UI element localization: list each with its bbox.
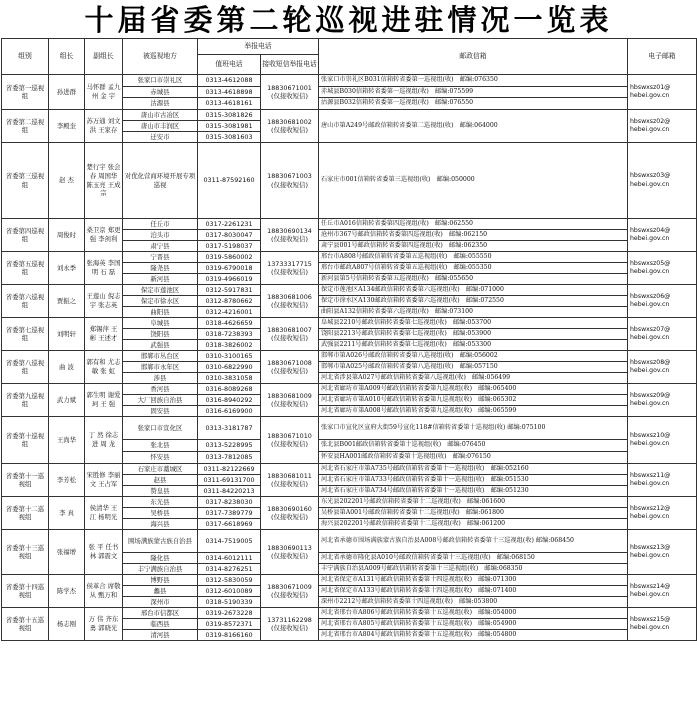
inspected-place: 唐山市古冶区 bbox=[123, 110, 198, 121]
mailbox-address: 石家庄市001信箱转省委第三巡视组(收) 邮编:050000 bbox=[319, 143, 628, 219]
inspection-table bbox=[1, 38, 697, 641]
inspected-place: 怀安县 bbox=[123, 452, 198, 464]
inspected-place: 对优化营商环境开展专项巡视 bbox=[123, 143, 198, 219]
deputy-names: 张海英 李国明 石 磊 bbox=[85, 252, 123, 285]
inspected-place: 张家口市宣化区 bbox=[123, 417, 198, 440]
sms-phone: 18830681009 (仅接收短信) bbox=[261, 384, 319, 417]
inspected-place: 邯郸市丛台区 bbox=[123, 351, 198, 362]
leader-name: 曲 波 bbox=[49, 351, 85, 384]
inspected-place: 曲阳县 bbox=[123, 307, 198, 318]
email-address: hbswxsz11@ hebei.gov.cn bbox=[628, 464, 697, 497]
mailbox-address: 河北省保定市A133号邮政信箱转省委第十四巡视组(收) 邮编:071400 bbox=[319, 586, 628, 597]
email-address: hbswxsz02@ hebei.gov.cn bbox=[628, 110, 697, 143]
deputy-names: 侯清华 王 江 杨明光 bbox=[85, 497, 123, 530]
inspected-place: 武强县 bbox=[123, 340, 198, 351]
table-row bbox=[2, 351, 697, 362]
mailbox-address: 保定市莲池区A134邮政信箱转省委第六巡视组(收) 邮编:071000 bbox=[319, 285, 628, 296]
sms-phone: 18830690113 (仅接收短信) bbox=[261, 530, 319, 575]
inspected-place: 饶阳县 bbox=[123, 329, 198, 340]
duty-phone: 0312-5830059 bbox=[198, 575, 261, 586]
duty-phone: 0313-4618161 bbox=[198, 98, 261, 110]
mailbox-address: 河北省保定市A131号邮政信箱转省委第十四巡视组(收) 邮编:071300 bbox=[319, 575, 628, 586]
deputy-names: 郭有和 尤志敏 张 虹 bbox=[85, 351, 123, 384]
inspected-place: 石家庄市藁城区 bbox=[123, 464, 198, 475]
mailbox-address: 海兴县202201号邮政信箱转省委第十二巡视组(收) 邮编:061200 bbox=[319, 519, 628, 530]
group-name: 省委第七巡视组 bbox=[2, 318, 49, 351]
email-address: hbswxsz09@ hebei.gov.cn bbox=[628, 384, 697, 417]
mailbox-address: 深州市2212号邮政信箱转省委第十四巡视组(收) 邮编:053800 bbox=[319, 597, 628, 608]
table-row bbox=[2, 110, 697, 121]
mailbox-address: 张家口市宣化区宣府大街59号宣化118#信箱转省委第十巡视组(收) 邮编:075100 bbox=[319, 417, 628, 440]
sms-phone: 18830671009 (仅接收短信) bbox=[261, 575, 319, 608]
sms-phone: 18830690160 (仅接收短信) bbox=[261, 497, 319, 530]
duty-phone: 0310-3100165 bbox=[198, 351, 261, 362]
table-row bbox=[2, 143, 697, 219]
deputy-names: 侯革合 席敬从 甄万和 bbox=[85, 575, 123, 608]
group-name: 省委第十一巡视组 bbox=[2, 464, 49, 497]
mailbox-address: 河北省石家庄市第A733号邮政信箱转省委第十一巡视组(收) 邮编:051530 bbox=[319, 475, 628, 486]
email-address: hbswxsz13@ hebei.gov.cn bbox=[628, 530, 697, 575]
inspected-place: 临西县 bbox=[123, 619, 198, 630]
inspected-place: 肃宁县 bbox=[123, 241, 198, 252]
sms-phone: 18830671003 (仅接收短信) bbox=[261, 143, 319, 219]
mailbox-address: 怀安县HA001邮政信箱转省委第十巡视组(收) 邮编:076150 bbox=[319, 452, 628, 464]
sms-phone: 18830681011 (仅接收短信) bbox=[261, 464, 319, 497]
group-name: 省委第十五巡视组 bbox=[2, 608, 49, 641]
inspected-place: 邢台市信都区 bbox=[123, 608, 198, 619]
mailbox-address: 曲阳县A132信箱转省委第六巡视组(收) 邮编:073100 bbox=[319, 307, 628, 318]
inspected-place: 丰宁满族自治县 bbox=[123, 564, 198, 575]
duty-phone: 0313-7812085 bbox=[198, 452, 261, 464]
leader-name: 刘永季 bbox=[49, 252, 85, 285]
duty-phone: 0311-82122669 bbox=[198, 464, 261, 475]
inspected-place: 隆化县 bbox=[123, 553, 198, 564]
mailbox-address: 饶阳县2213号邮政信箱转省委第七巡视组(收) 邮编:053900 bbox=[319, 329, 628, 340]
duty-phone: 0313-4612088 bbox=[198, 75, 261, 87]
duty-phone: 0316-6169900 bbox=[198, 406, 261, 417]
inspected-place: 张家口市崇礼区 bbox=[123, 75, 198, 87]
duty-phone: 0313-3181787 bbox=[198, 417, 261, 440]
mailbox-address: 河北省廊坊市第A008号邮政信箱转省委第九巡视组(收) 邮编:065599 bbox=[319, 406, 628, 417]
duty-phone: 0319-4966019 bbox=[198, 274, 261, 285]
email-address: hbswxsz14@ hebei.gov.cn bbox=[628, 575, 697, 608]
mailbox-address: 东光县202201号邮政信箱转省委第十二巡视组(收) 邮编:061600 bbox=[319, 497, 628, 508]
leader-name: 李 真 bbox=[49, 497, 85, 530]
inspected-place: 吴桥县 bbox=[123, 508, 198, 519]
duty-phone: 0310-6822990 bbox=[198, 362, 261, 373]
duty-phone: 0319-8572371 bbox=[198, 619, 261, 630]
duty-phone: 0312-8780662 bbox=[198, 296, 261, 307]
inspected-place: 迁安市 bbox=[123, 132, 198, 143]
table-row bbox=[2, 608, 697, 619]
duty-phone: 0317-7389779 bbox=[198, 508, 261, 519]
leader-name: 张福增 bbox=[49, 530, 85, 575]
sms-phone: 18830690134 (仅接收短信) bbox=[261, 219, 319, 252]
duty-phone: 0316-8940292 bbox=[198, 395, 261, 406]
duty-phone: 0318-5190339 bbox=[198, 597, 261, 608]
table-row bbox=[2, 285, 697, 296]
group-name: 省委第十二巡视组 bbox=[2, 497, 49, 530]
mailbox-address: 沽源县B032信箱转省委第一巡视组(收) 邮编:076550 bbox=[319, 98, 628, 110]
deputy-names: 桑卫京 郑更强 李剑利 bbox=[85, 219, 123, 252]
mailbox-address: 赤城县B030信箱转省委第一巡视组(收) 邮编:075599 bbox=[319, 87, 628, 98]
duty-phone: 0317-2261231 bbox=[198, 219, 261, 230]
table-row bbox=[2, 530, 697, 553]
email-address: hbswxsz03@ hebei.gov.cn bbox=[628, 143, 697, 219]
table-row bbox=[2, 464, 697, 475]
duty-phone: 0319-6790018 bbox=[198, 263, 261, 274]
duty-phone: 0313-4618898 bbox=[198, 87, 261, 98]
header-deputy: 副组长 bbox=[85, 39, 123, 75]
duty-phone: 0315-3081603 bbox=[198, 132, 261, 143]
table-row bbox=[2, 384, 697, 395]
duty-phone: 0311-87592160 bbox=[198, 143, 261, 219]
inspected-place: 赵县 bbox=[123, 475, 198, 486]
header-mailbox: 邮政信箱 bbox=[319, 39, 628, 75]
header-place: 被巡视地方 bbox=[123, 39, 198, 75]
group-name: 省委第九巡视组 bbox=[2, 384, 49, 417]
duty-phone: 0311-84220213 bbox=[198, 486, 261, 497]
deputy-names: 楚行宇 张会春 周国华 陈玉亮 王成宗 bbox=[85, 143, 123, 219]
leader-name: 周俊时 bbox=[49, 219, 85, 252]
mailbox-address: 丰宁满族自治县A009号邮政信箱转省委第十三巡视组(收) 邮编:068350 bbox=[319, 564, 628, 575]
header-leader: 组长 bbox=[49, 39, 85, 75]
inspected-place: 隆尧县 bbox=[123, 263, 198, 274]
mailbox-address: 张家口市崇礼区B031信箱转省委第一巡视组(收) 邮编:076350 bbox=[319, 75, 628, 87]
group-name: 省委第三巡视组 bbox=[2, 143, 49, 219]
mailbox-address: 张北县B001邮政信箱转省委第十巡视组(收) 邮编:076450 bbox=[319, 440, 628, 452]
inspected-place: 保定市徐水区 bbox=[123, 296, 198, 307]
mailbox-address: 河北省承德市隆化县A010号邮政信箱转省委第十三巡视组(收) 邮编:068150 bbox=[319, 553, 628, 564]
mailbox-address: 河北省石家庄市第A735号邮政信箱转省委第十一巡视组(收) 邮编:052160 bbox=[319, 464, 628, 475]
inspected-place: 沽源县 bbox=[123, 98, 198, 110]
inspected-place: 博野县 bbox=[123, 575, 198, 586]
duty-phone: 0319-2673228 bbox=[198, 608, 261, 619]
mailbox-address: 唐山市第A249号邮政信箱转省委第二巡视组(收) 邮编:064000 bbox=[319, 110, 628, 143]
leader-name: 贾振之 bbox=[49, 285, 85, 318]
inspected-place: 蠡县 bbox=[123, 586, 198, 597]
sms-phone: 18830671008 (仅接收短信) bbox=[261, 351, 319, 384]
leader-name: 孙进群 bbox=[49, 75, 85, 110]
email-address: hbswxsz08@ hebei.gov.cn bbox=[628, 351, 697, 384]
duty-phone: 0312-4216001 bbox=[198, 307, 261, 318]
duty-phone: 0318-7238393 bbox=[198, 329, 261, 340]
duty-phone: 0319-8166160 bbox=[198, 630, 261, 641]
header-email: 电子邮箱 bbox=[628, 39, 697, 75]
mailbox-address: 武强县2211号邮政信箱转省委第七巡视组(收) 邮编:053300 bbox=[319, 340, 628, 351]
mailbox-address: 保定市徐水区A130邮政信箱转省委第六巡视组(收) 邮编:072550 bbox=[319, 296, 628, 307]
mailbox-address: 河北省涉县第A027号邮政信箱转省委第八巡视组(收) 邮编:056499 bbox=[319, 373, 628, 384]
mailbox-address: 邯郸市第A026号邮政信箱转省委第八巡视组(收) 邮编:056002 bbox=[319, 351, 628, 362]
inspected-place: 保定市莲池区 bbox=[123, 285, 198, 296]
mailbox-address: 吴桥县第A001号邮政信箱转省委第十二巡视组(收) 邮编:061800 bbox=[319, 508, 628, 519]
deputy-names: 郑锡萍 王 彬 王述才 bbox=[85, 318, 123, 351]
inspected-place: 任丘市 bbox=[123, 219, 198, 230]
duty-phone: 0317-8030047 bbox=[198, 230, 261, 241]
leader-name: 陈学杰 bbox=[49, 575, 85, 608]
mailbox-address: 邢台市邮政A807号信箱转省委第五巡视组(收) 邮编:055350 bbox=[319, 263, 628, 274]
deputy-names: 万 伟 齐东勇 郭晓光 bbox=[85, 608, 123, 641]
email-address: hbswxsz04@ hebei.gov.cn bbox=[628, 219, 697, 252]
email-address: hbswxsz06@ hebei.gov.cn bbox=[628, 285, 697, 318]
sms-phone: 13733317715 (仅接收短信) bbox=[261, 252, 319, 285]
inspected-place: 新河县 bbox=[123, 274, 198, 285]
inspected-place: 赤城县 bbox=[123, 87, 198, 98]
group-name: 省委第十三巡视组 bbox=[2, 530, 49, 575]
duty-phone: 0314-6012111 bbox=[198, 553, 261, 564]
inspected-place: 深州市 bbox=[123, 597, 198, 608]
leader-name: 王尚华 bbox=[49, 417, 85, 464]
sms-phone: 18830681002 (仅接收短信) bbox=[261, 110, 319, 143]
inspected-place: 赞皇县 bbox=[123, 486, 198, 497]
mailbox-address: 沧州市367号邮政信箱转省委第四巡视组(收) 邮编:062150 bbox=[319, 230, 628, 241]
group-name: 省委第一巡视组 bbox=[2, 75, 49, 110]
group-name: 省委第六巡视组 bbox=[2, 285, 49, 318]
leader-name: 赵 杰 bbox=[49, 143, 85, 219]
deputy-names: 马怀群 孟九州 金 宇 bbox=[85, 75, 123, 110]
inspected-place: 泊头市 bbox=[123, 230, 198, 241]
duty-phone: 0311-69131700 bbox=[198, 475, 261, 486]
inspected-place: 东光县 bbox=[123, 497, 198, 508]
mailbox-address: 任丘市A016信箱转省委第四巡视组(收) 邮编:062550 bbox=[319, 219, 628, 230]
duty-phone: 0318-3826002 bbox=[198, 340, 261, 351]
sms-phone: 18830681006 (仅接收短信) bbox=[261, 285, 319, 318]
duty-phone: 0312-5917831 bbox=[198, 285, 261, 296]
mailbox-address: 河北省廊坊市第A010号邮政信箱转省委第九巡视组(收) 邮编:065302 bbox=[319, 395, 628, 406]
email-address: hbswxsz12@ hebei.gov.cn bbox=[628, 497, 697, 530]
email-address: hbswxsz10@ hebei.gov.cn bbox=[628, 417, 697, 464]
sms-phone: 18830671001 (仅接收短信) bbox=[261, 75, 319, 110]
deputy-names: 郭生明 谢爱珂 王 强 bbox=[85, 384, 123, 417]
sms-phone: 18830681007 (仅接收短信) bbox=[261, 318, 319, 351]
mailbox-address: 邢台市A808号邮政信箱转省委第五巡视组(收) 邮编:055550 bbox=[319, 252, 628, 263]
inspected-place: 香河县 bbox=[123, 384, 198, 395]
mailbox-address: 河北省邢台市A805号邮政信箱转省委第十五巡视组(收) 邮编:054900 bbox=[319, 619, 628, 630]
table-row bbox=[2, 75, 697, 87]
mailbox-address: 邯郸市第A025号邮政信箱转省委第八巡视组(收) 邮编:057150 bbox=[319, 362, 628, 373]
group-name: 省委第四巡视组 bbox=[2, 219, 49, 252]
sms-phone: 18830671010 (仅接收短信) bbox=[261, 417, 319, 464]
table-row bbox=[2, 575, 697, 586]
leader-name: 武力斌 bbox=[49, 384, 85, 417]
header-sms-phone: 接收短信举报电话 bbox=[261, 55, 319, 75]
deputy-names: 王莲山 倪志宇 张志英 bbox=[85, 285, 123, 318]
inspected-place: 宁晋县 bbox=[123, 252, 198, 263]
duty-phone: 0315-3081826 bbox=[198, 110, 261, 121]
mailbox-address: 肃宁县001号邮政信箱转省委第四巡视组(收) 邮编:062350 bbox=[319, 241, 628, 252]
mailbox-address: 河北省邢台市A806号邮政信箱转省委第十五巡视组(收) 邮编:054000 bbox=[319, 608, 628, 619]
leader-name: 刘明轩 bbox=[49, 318, 85, 351]
inspected-place: 围场满族蒙古族自治县 bbox=[123, 530, 198, 553]
email-address: hbswxsz01@ hebei.gov.cn bbox=[628, 75, 697, 110]
leader-name: 杨志刚 bbox=[49, 608, 85, 641]
mailbox-address: 阜城县2210号邮政信箱转省委第七巡视组(收) 邮编:053700 bbox=[319, 318, 628, 329]
mailbox-address: 新河县第5号信箱转省委第五巡视组(收) 邮编:055650 bbox=[319, 274, 628, 285]
group-name: 省委第十巡视组 bbox=[2, 417, 49, 464]
deputy-names: 张 平 任书林 郭震文 bbox=[85, 530, 123, 575]
group-name: 省委第八巡视组 bbox=[2, 351, 49, 384]
inspected-place: 涉县 bbox=[123, 373, 198, 384]
duty-phone: 0314-8276251 bbox=[198, 564, 261, 575]
mailbox-address: 河北省承德市围场满族蒙古族自治县A008号邮政信箱转省委第十三巡视组(收) 邮编:068450 bbox=[319, 530, 628, 553]
table-row bbox=[2, 417, 697, 440]
table-row bbox=[2, 318, 697, 329]
deputy-names: 苏万通 刘文洪 王家存 bbox=[85, 110, 123, 143]
duty-phone: 0317-8238030 bbox=[198, 497, 261, 508]
duty-phone: 0317-6618969 bbox=[198, 519, 261, 530]
mailbox-address: 河北省石家庄市第A734号邮政信箱转省委第十一巡视组(收) 邮编:051230 bbox=[319, 486, 628, 497]
duty-phone: 0310-3831058 bbox=[198, 373, 261, 384]
group-name: 省委第十四巡视组 bbox=[2, 575, 49, 608]
header-duty-phone: 值班电话 bbox=[198, 55, 261, 75]
duty-phone: 0318-4626659 bbox=[198, 318, 261, 329]
leader-name: 李殿奎 bbox=[49, 110, 85, 143]
group-name: 省委第五巡视组 bbox=[2, 252, 49, 285]
duty-phone: 0312-6010089 bbox=[198, 586, 261, 597]
inspected-place: 固安县 bbox=[123, 406, 198, 417]
inspected-place: 阜城县 bbox=[123, 318, 198, 329]
duty-phone: 0315-3081981 bbox=[198, 121, 261, 132]
inspected-place: 张北县 bbox=[123, 440, 198, 452]
mailbox-address: 河北省邢台市A804号邮政信箱转省委第十五巡视组(收) 邮编:054800 bbox=[319, 630, 628, 641]
email-address: hbswxsz15@ hebei.gov.cn bbox=[628, 608, 697, 641]
table-row bbox=[2, 252, 697, 263]
duty-phone: 0317-5198037 bbox=[198, 241, 261, 252]
group-name: 省委第二巡视组 bbox=[2, 110, 49, 143]
table-row bbox=[2, 497, 697, 508]
inspected-place: 大厂回族自治县 bbox=[123, 395, 198, 406]
header-report-phone: 举报电话 bbox=[198, 39, 319, 55]
duty-phone: 0313-5228995 bbox=[198, 440, 261, 452]
email-address: hbswxsz05@ hebei.gov.cn bbox=[628, 252, 697, 285]
leader-name: 李芳松 bbox=[49, 464, 85, 497]
table-row bbox=[2, 219, 697, 230]
inspected-place: 唐山市丰润区 bbox=[123, 121, 198, 132]
sms-phone: 13731162298 (仅接收短信) bbox=[261, 608, 319, 641]
deputy-names: 宋胜修 李丽文 王占军 bbox=[85, 464, 123, 497]
inspected-place: 邯郸市永年区 bbox=[123, 362, 198, 373]
deputy-names: 丁 然 徐志进 周 龙 bbox=[85, 417, 123, 464]
inspected-place: 海兴县 bbox=[123, 519, 198, 530]
duty-phone: 0316-8089268 bbox=[198, 384, 261, 395]
page-title: 十届省委第二轮巡视进驻情况一览表 bbox=[84, 3, 613, 37]
duty-phone: 0319-5860002 bbox=[198, 252, 261, 263]
email-address: hbswxsz07@ hebei.gov.cn bbox=[628, 318, 697, 351]
mailbox-address: 河北省廊坊市第A009号邮政信箱转省委第九巡视组(收) 邮编:065400 bbox=[319, 384, 628, 395]
duty-phone: 0314-7519005 bbox=[198, 530, 261, 553]
header-group: 组别 bbox=[2, 39, 49, 75]
inspected-place: 清河县 bbox=[123, 630, 198, 641]
